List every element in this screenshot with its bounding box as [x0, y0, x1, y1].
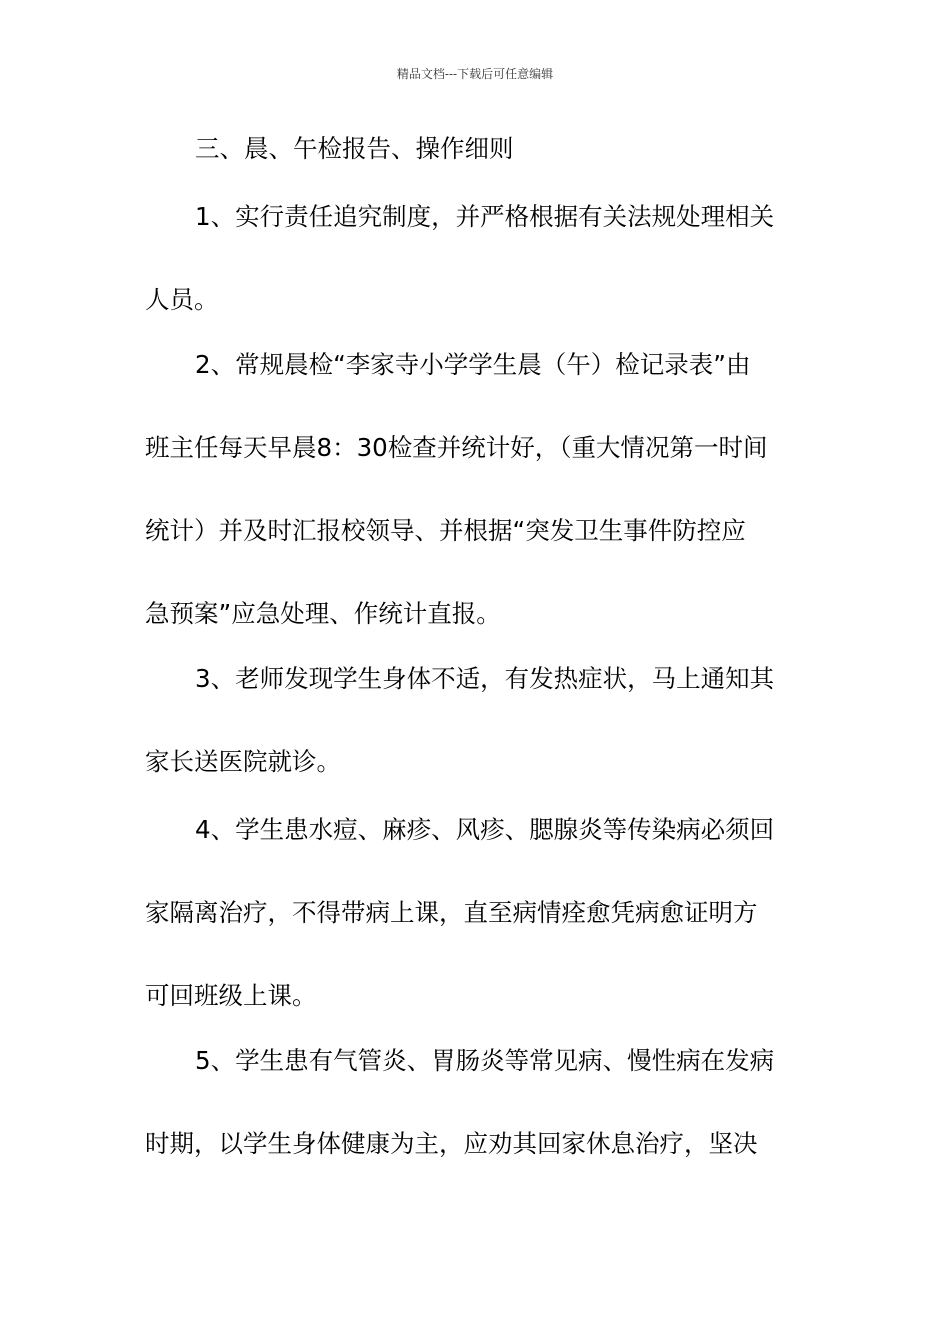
item-4-line-1: 4、学生患水痘、麻疹、风疹、腮腺炎等传染病必须回 [195, 815, 775, 844]
item-2-line-2: 班主任每天早晨8：30检查并统计好，（重大情况第一时间 [145, 433, 768, 462]
item-5-line-2: 时期，以学生身体健康为主，应劝其回家休息治疗，坚决 [145, 1129, 758, 1158]
item-2-line-3: 统计）并及时汇报校领导、并根据“突发卫生事件防控应 [145, 516, 746, 545]
item-3-line-1: 3、老师发现学生身体不适，有发热症状，马上通知其 [195, 664, 775, 693]
item-1-line-1: 1、实行责任追究制度，并严格根据有关法规处理相关 [195, 202, 775, 231]
item-2-line-4: 急预案”应急处理、作统计直报。 [145, 599, 501, 628]
item-5-line-1: 5、学生患有气管炎、胃肠炎等常见病、慢性病在发病 [195, 1046, 775, 1075]
item-4-line-2: 家隔离治疗，不得带病上课，直至病情痊愈凭病愈证明方 [145, 898, 758, 927]
item-4-line-3: 可回班级上课。 [145, 981, 317, 1010]
section-heading: 三、晨、午检报告、操作细则 [195, 134, 514, 163]
header-note: 精品文档---下载后可任意编辑 [396, 67, 554, 81]
item-3-line-2: 家长送医院就诊。 [145, 747, 341, 776]
item-1-line-2: 人员。 [145, 285, 219, 314]
item-2-line-1: 2、常规晨检“李家寺小学学生晨（午）检记录表”由 [195, 350, 751, 379]
